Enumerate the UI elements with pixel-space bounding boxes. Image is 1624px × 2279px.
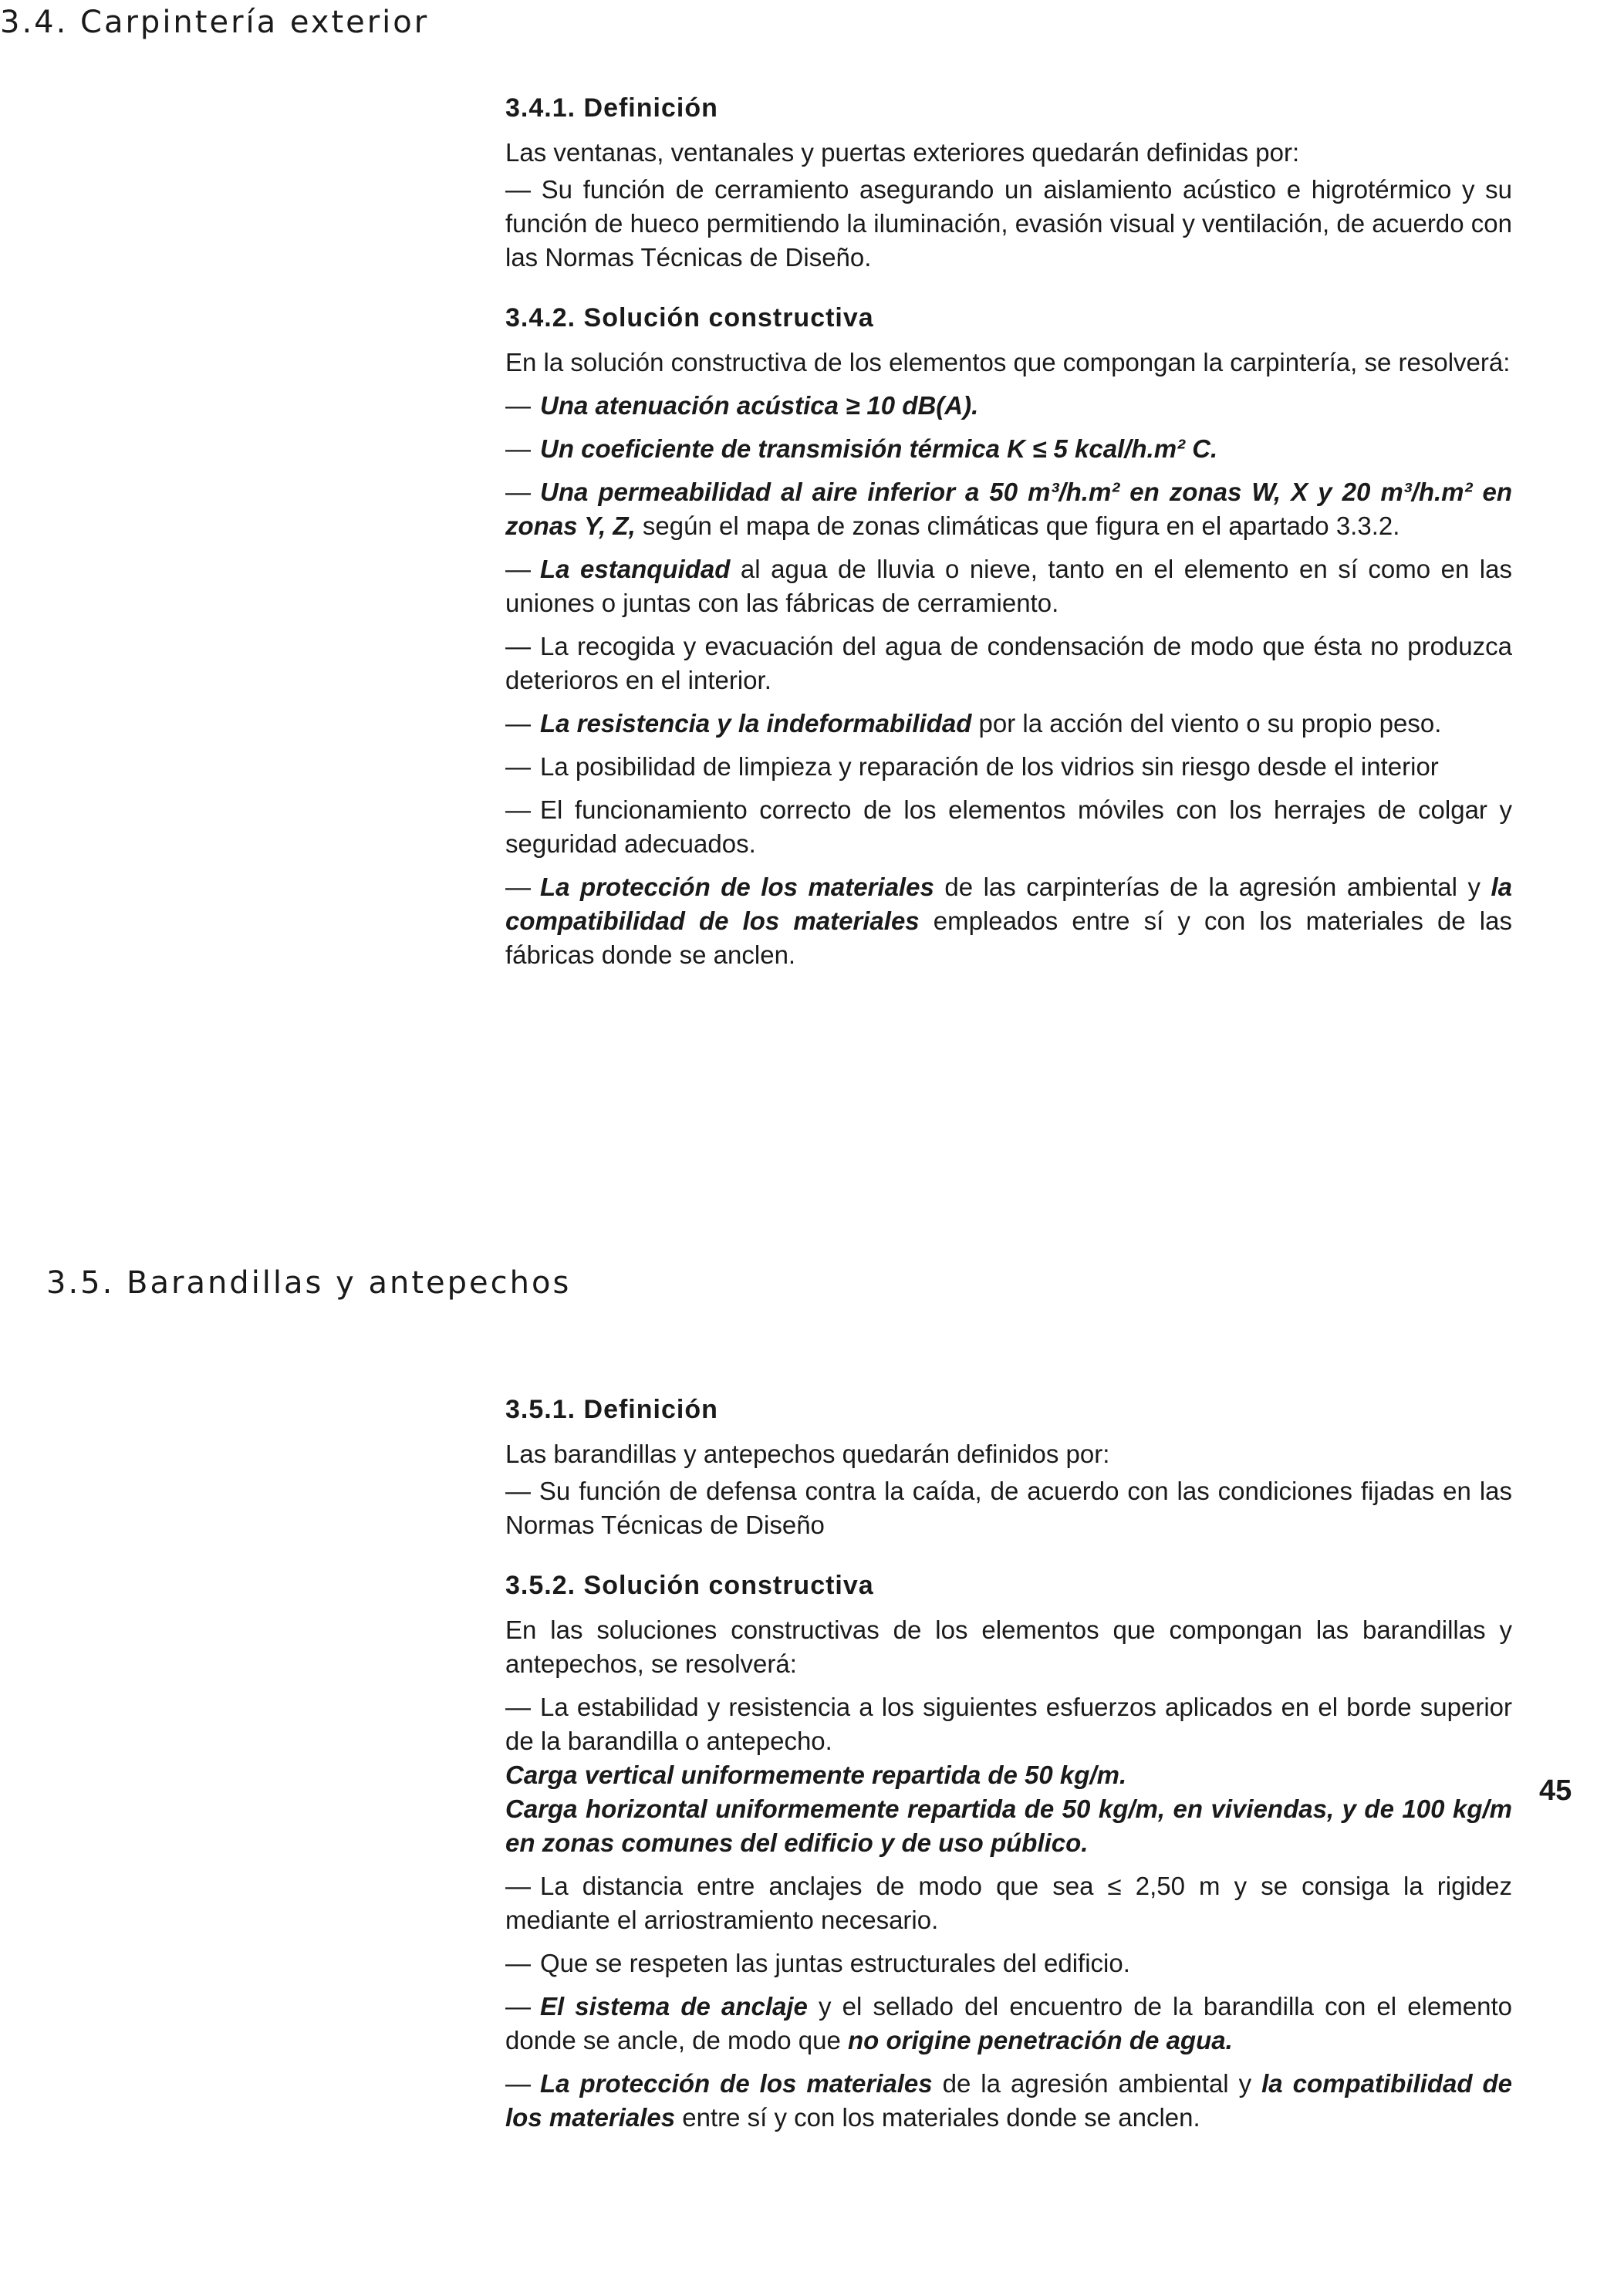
list-item-3-4-8	[505, 793, 1512, 861]
item-text: Que se respeten las juntas estructurales del edificio.	[540, 1949, 1130, 1977]
item-text-2: entre sí y con los materiales donde se anclen.	[675, 2103, 1200, 2132]
paragraph-def-intro-3-4: Las ventanas, ventanales y puertas exteriores quedarán definidas por:	[505, 138, 1300, 167]
paragraph-def-item-3-4: — Su función de cerramiento asegurando un aislamiento acústico e higrotérmico y su función de hueco permitiendo la iluminación, evasión visual y ventilación, de acuerdo con las Normas Técnicas de Diseño.	[505, 175, 1512, 272]
subheading-3-5-1: 3.5.1. Definición	[505, 1395, 718, 1424]
list-item-3-4-9	[505, 870, 1512, 972]
dash: —	[505, 2069, 531, 2098]
list-item-3-5-5	[505, 2067, 1512, 2135]
item-text: La recogida y evacuación del agua de condensación de modo que ésta no produzca deterioros en el interior.	[505, 632, 1512, 694]
list-item-3-4-5	[505, 630, 1512, 697]
dash: —	[505, 1992, 531, 2021]
dash: —	[505, 1949, 531, 1977]
item-bold-text: La protección de los materiales	[540, 2069, 933, 2098]
item-text: según el mapa de zonas climáticas que figura en el apartado 3.3.2.	[635, 512, 1400, 540]
item-bold-text: La resistencia y la indeformabilidad	[540, 709, 972, 738]
item-bold-text: Una permeabilidad al aire inferior a 50 m³/h.m² en zonas W, X y 20 m³/h.m² en zonas Y, Z,	[505, 478, 1512, 540]
section-3-4-body	[505, 91, 1512, 981]
dash: —	[505, 873, 531, 901]
item-bold-text-2: la compatibilidad de los materiales	[505, 873, 1513, 935]
item-text: por la acción del viento o su propio peso.	[971, 709, 1442, 738]
section-3-5-body	[505, 1393, 1512, 2144]
subheading-3-4-1: 3.4.1. Definición	[505, 93, 718, 123]
item-text: de la agresión ambiental y	[932, 2069, 1262, 2098]
list-item-3-4-2	[505, 432, 1512, 466]
list-item-3-4-1	[505, 389, 1512, 423]
list-item-3-5-2	[505, 1869, 1512, 1937]
list-item-3-4-6	[505, 707, 1512, 741]
item-text: La distancia entre anclajes de modo que sea ≤ 2,50 m y se consiga la rigidez mediante el arriostramiento necesario.	[505, 1872, 1512, 1934]
load-line-horizontal: Carga horizontal uniformemente repartida de 50 kg/m, en viviendas, y de 100 kg/m en zonas comunes del edificio y de uso público.	[505, 1795, 1512, 1857]
item-bold-text: Una atenuación acústica ≥ 10 dB(A).	[540, 391, 979, 420]
item-bold-text: La estanquidad	[540, 555, 731, 583]
item-text: El funcionamiento correcto de los elementos móviles con los herrajes de colgar y seguridad adecuados.	[505, 795, 1512, 858]
dash: —	[505, 709, 531, 738]
item-bold-text: El sistema de anclaje	[540, 1992, 808, 2021]
item-bold-text-2: la compatibilidad de los materiales	[505, 2069, 1512, 2132]
list-item-3-4-4	[505, 552, 1512, 620]
paragraph-sol-intro-3-4: En la solución constructiva de los elementos que compongan la carpintería, se resolverá:	[505, 348, 1511, 376]
list-item-3-5-3	[505, 1946, 1512, 1980]
paragraph-sol-intro-3-5: En las soluciones constructivas de los elementos que compongan las barandillas y antepechos, se resolverá:	[505, 1616, 1512, 1678]
item-bold-text: Un coeficiente de transmisión térmica K ≤ 5 kcal/h.m² C.	[540, 434, 1218, 463]
dash: —	[505, 434, 531, 463]
item-bold-text-2: no origine penetración de agua.	[848, 2026, 1233, 2054]
subheading-3-5-2: 3.5.2. Solución constructiva	[505, 1571, 874, 1600]
item-text: La estabilidad y resistencia a los siguientes esfuerzos aplicados en el borde superior de la barandilla o antepecho.	[505, 1693, 1512, 1755]
item-text: y el sellado del encuentro de la barandilla con el elemento donde se ancle, de modo que	[505, 1992, 1512, 2054]
paragraph-def-intro-3-5: Las barandillas y antepechos quedarán definidos por:	[505, 1440, 1110, 1468]
dash: —	[505, 555, 531, 583]
dash: —	[505, 1872, 531, 1900]
load-line-vertical: Carga vertical uniformemente repartida de 50 kg/m.	[505, 1761, 1127, 1789]
dash: —	[505, 795, 531, 824]
item-text-block	[505, 1690, 1512, 1758]
dash: —	[505, 752, 531, 781]
item-bold-text: La protección de los materiales	[540, 873, 934, 901]
dash: —	[505, 1693, 531, 1721]
paragraph-def-item-3-5: — Su función de defensa contra la caída, de acuerdo con las condiciones fijadas en las Normas Técnicas de Diseño	[505, 1477, 1512, 1539]
item-text: de las carpinterías de la agresión ambiental y	[934, 873, 1491, 901]
list-item-3-5-1	[505, 1690, 1512, 1860]
section-heading-3-4: 3.4. Carpintería exterior	[0, 5, 430, 40]
dash: —	[505, 478, 531, 506]
list-item-3-4-7	[505, 750, 1512, 784]
item-text-2: empleados entre sí y con los materiales de las fábricas donde se anclen.	[505, 907, 1512, 969]
subheading-3-4-2: 3.4.2. Solución constructiva	[505, 303, 874, 333]
dash: —	[505, 391, 531, 420]
section-heading-3-5: 3.5. Barandillas y antepechos	[46, 1265, 572, 1301]
list-item-3-5-4	[505, 1990, 1512, 2058]
item-text: al agua de lluvia o nieve, tanto en el elemento en sí como en las uniones o juntas con las fábricas de cerramiento.	[505, 555, 1512, 617]
item-text: La posibilidad de limpieza y reparación de los vidrios sin riesgo desde el interior	[540, 752, 1439, 781]
dash: —	[505, 632, 531, 660]
page-number: 45	[1539, 1774, 1572, 1807]
list-item-3-4-3	[505, 475, 1512, 543]
